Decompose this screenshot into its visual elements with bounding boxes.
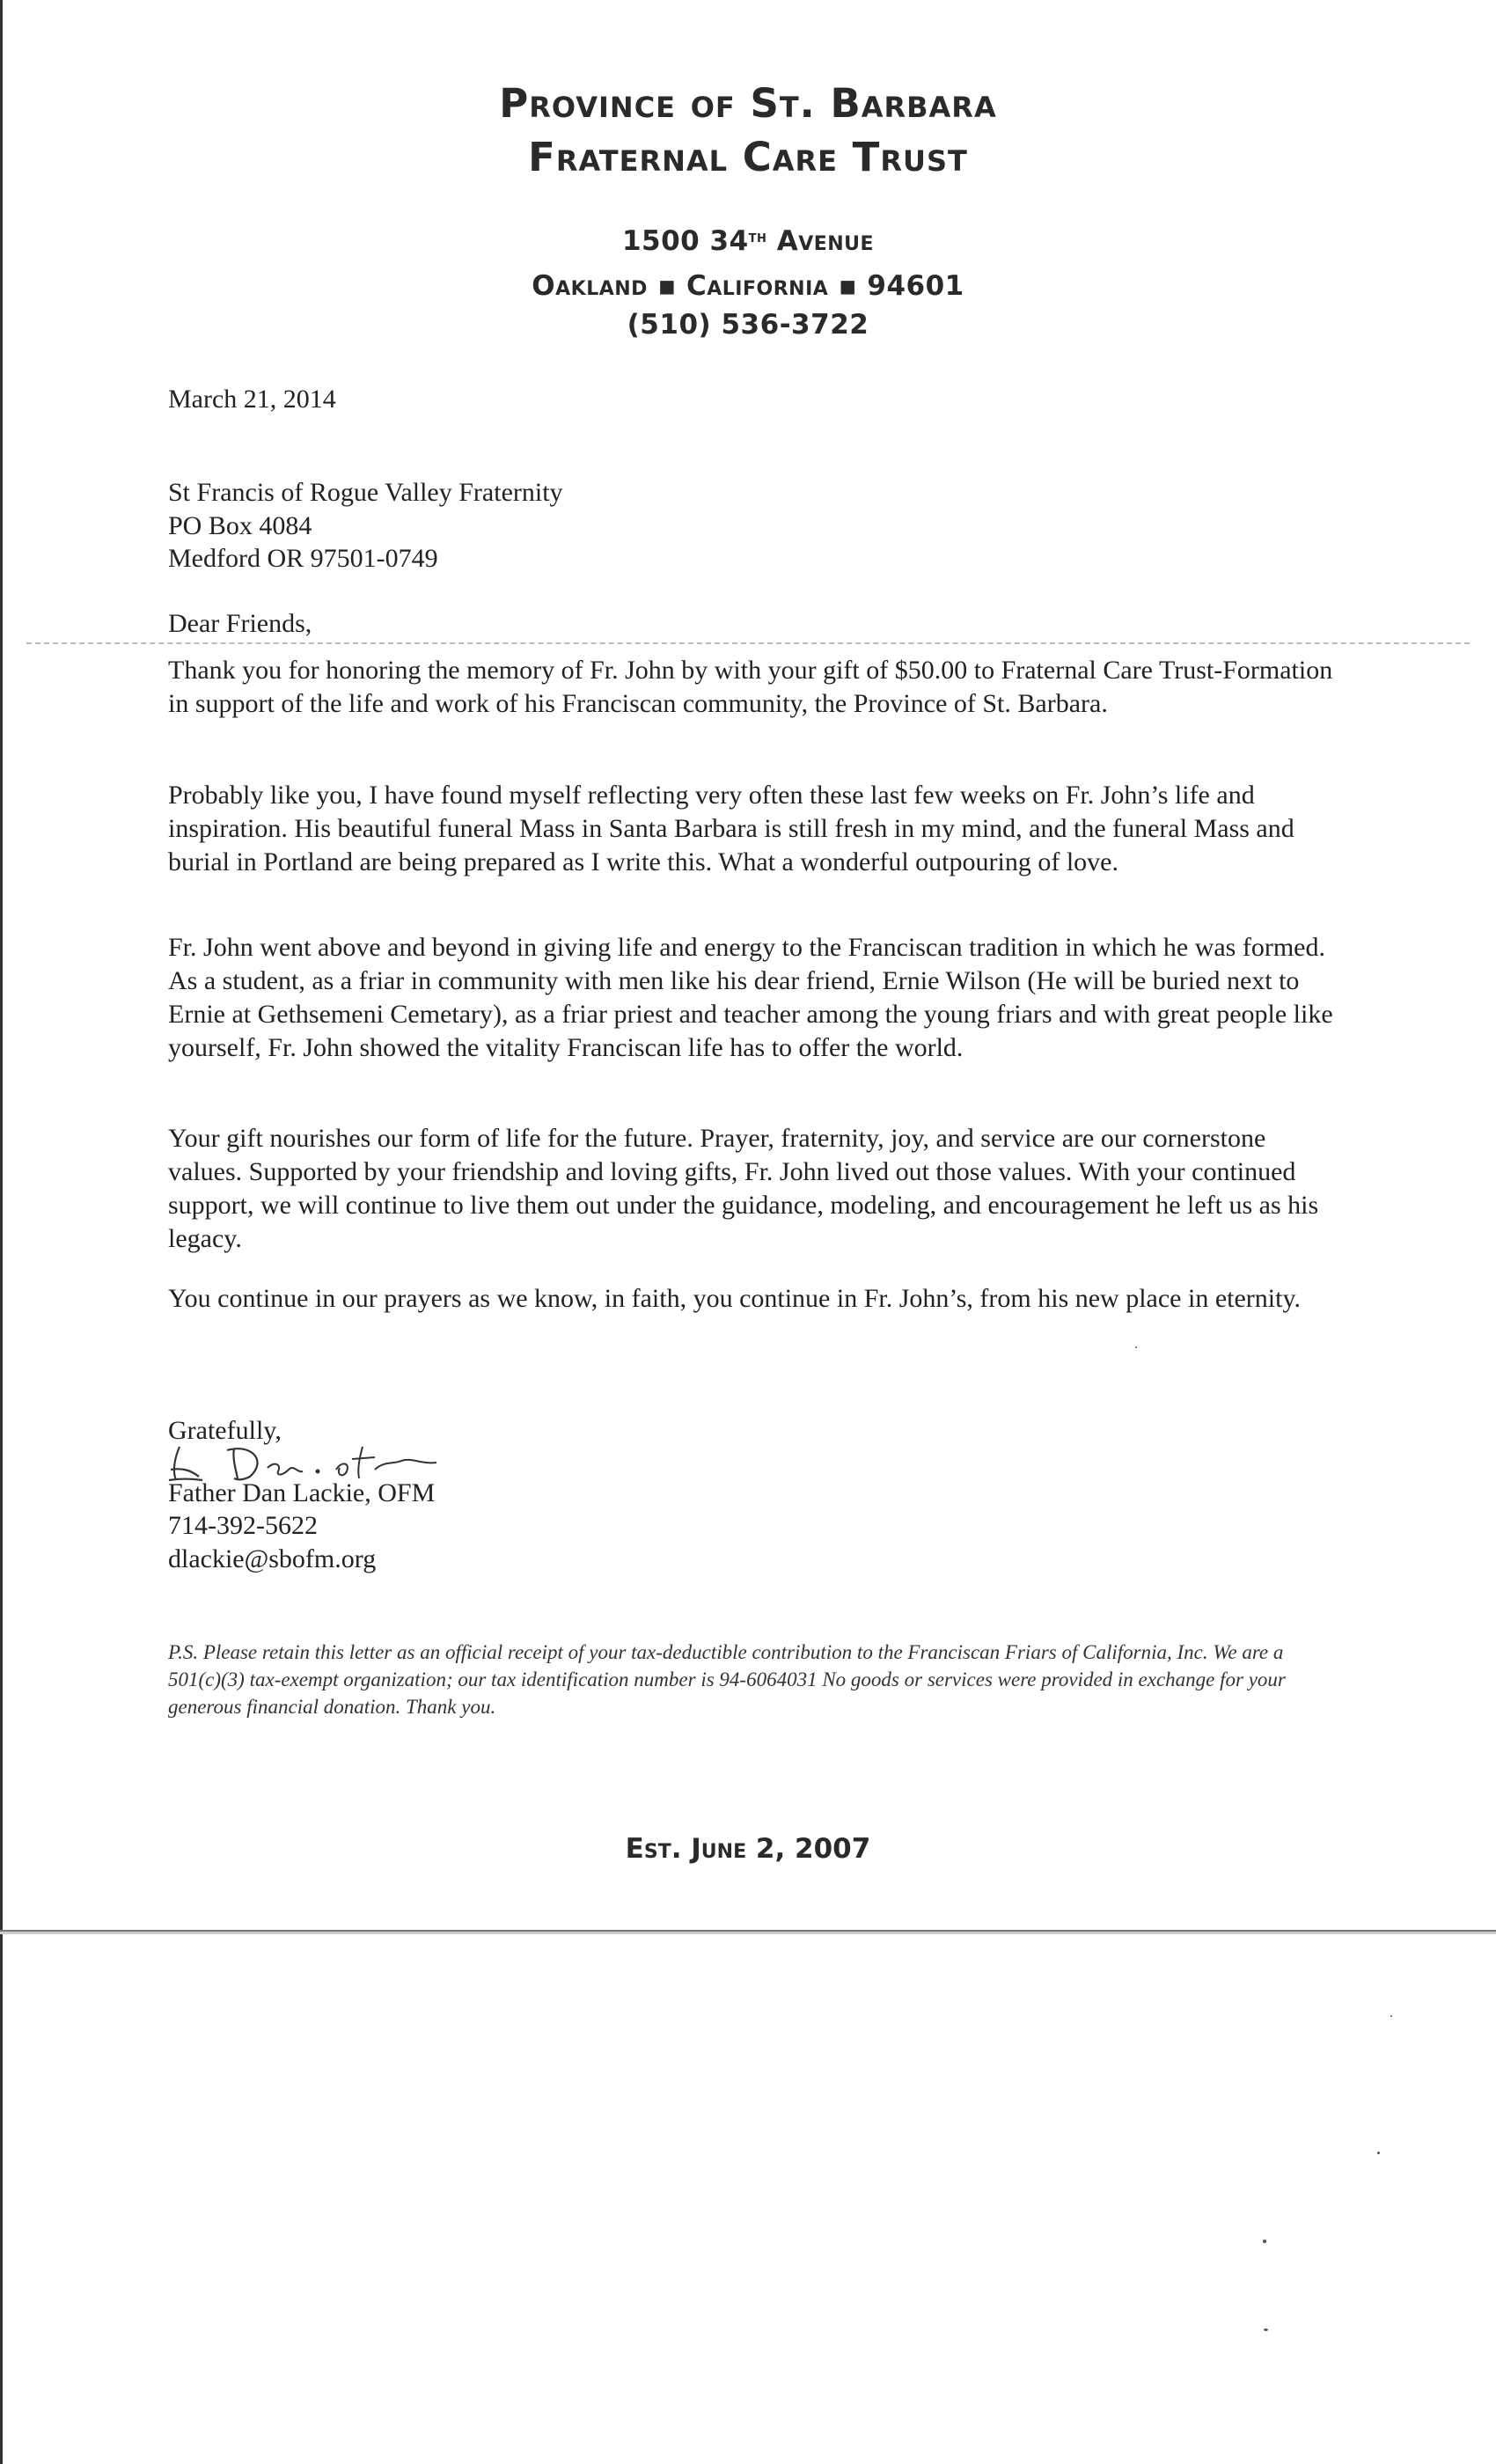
letterhead-trust-name: Fraternal Care Trust (528, 134, 968, 180)
signer-phone: 714-392-5622 (168, 1511, 318, 1540)
letterhead-phone: (510) 536-3722 (627, 309, 869, 341)
letterhead-street-address (0, 225, 1496, 257)
body-paragraph-5: You continue in our prayers as we know, in faith, you continue in Fr. John’s, from his new place in eternity. (168, 1284, 1302, 1313)
street-number: 1500 34 (621, 225, 749, 257)
street-suffix: th (748, 228, 767, 246)
salutation: Dear Friends, (168, 609, 312, 638)
letterhead-org-name: Province of St. Barbara (499, 80, 997, 127)
letter-date: March 21, 2014 (168, 385, 336, 414)
street-name: Avenue (776, 225, 875, 257)
body-paragraph-4: Your gift nourishes our form of life for the future. Prayer, fraternity, joy, and service are our cornerstone values. Supported by your friendship and loving gifts, Fr. John lived out those values. With your continued support, we will continue to live them out under the guidance, modeling, and encouragement he left us as his legacy. (168, 1124, 1319, 1253)
recipient-name: St Francis of Rogue Valley Fraternity (168, 478, 563, 507)
postscript: P.S. Please retain this letter as an official receipt of your tax-deductible contribution to the Franciscan Friars of California, Inc. We are a 501(c)(3) tax-exempt organization; our tax identification number is 94-6064031 No goods or services were provided in exchange for your generous financial donation. Thank you. (168, 1641, 1286, 1718)
letterhead-city-line: Oakland ▪ California ▪ 94601 (532, 270, 964, 302)
signer-name: Father Dan Lackie, OFM (168, 1478, 436, 1507)
body-paragraph-1: Thank you for honoring the memory of Fr. John by with your gift of $50.00 to Fraternal Care Trust-Formation in support of the life and work of his Franciscan community, the Province of St. Barbara. (168, 656, 1333, 718)
body-paragraph-3: Fr. John went above and beyond in giving life and energy to the Franciscan tradition in which he was formed. As a student, as a friar in community with men like his dear friend, Ernie Wilson (He will be buried next to Ernie at Gethsemeni Cemetary), as a friar priest and teacher among the young friars and with great people like yourself, Fr. John showed the vitality Franciscan life has to offer the world. (168, 933, 1333, 1062)
body-paragraph-2: Probably like you, I have found myself reflecting very often these last few weeks on Fr. John’s life and inspiration. His beautiful funeral Mass in Santa Barbara is still fresh in my mind, and the funeral Mass and burial in Portland are being prepared as I write this. What a wonderful outpouring of love. (168, 781, 1294, 876)
closing: Gratefully, (168, 1416, 282, 1445)
page-edge (0, 0, 3, 2464)
scan-artifact-line (26, 642, 1470, 644)
recipient-address-line2: Medford OR 97501-0749 (168, 544, 438, 573)
established-date: Est. June 2, 2007 (625, 1833, 871, 1865)
signer-email: dlackie@sbofm.org (168, 1544, 377, 1573)
page-fold-shadow (0, 1932, 1496, 1934)
recipient-address-line1: PO Box 4084 (168, 511, 312, 540)
